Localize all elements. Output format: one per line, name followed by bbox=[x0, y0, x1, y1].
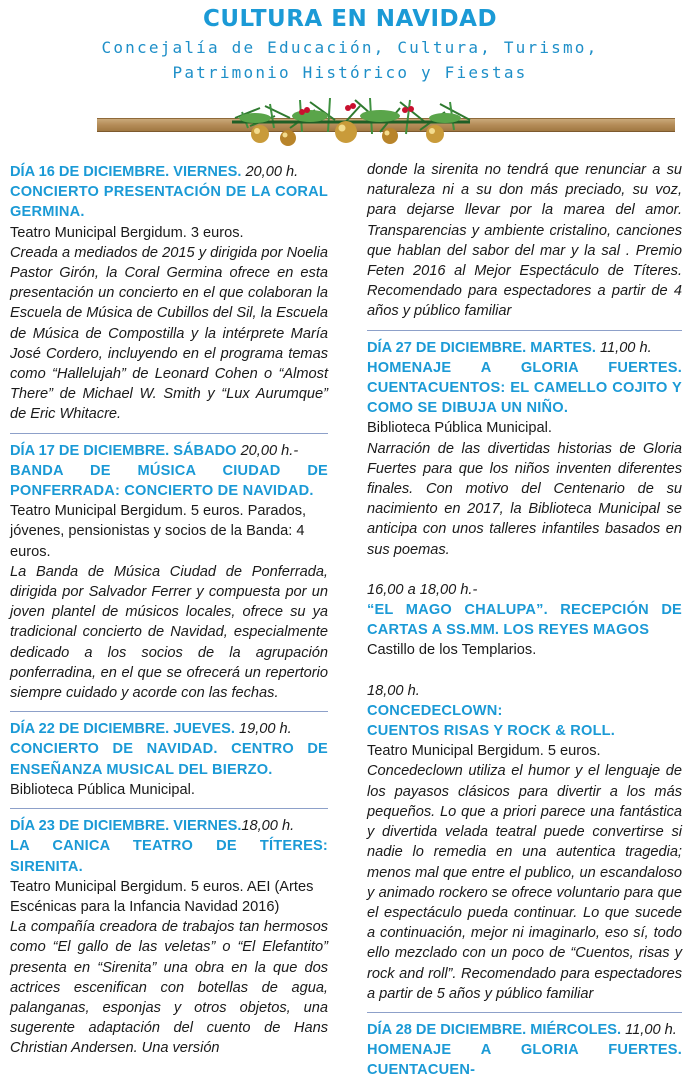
event-venue: Biblioteca Pública Municipal. bbox=[367, 420, 552, 437]
event-time: 16,00 a 18,00 h.- bbox=[367, 581, 478, 598]
page-title: CULTURA EN NAVIDAD bbox=[202, 6, 498, 32]
event-time: 19,00 h. bbox=[234, 721, 292, 738]
event-venue: Teatro Municipal Bergidum. 5 euros. bbox=[367, 743, 601, 760]
right-column bbox=[367, 160, 682, 1081]
event-description: Creada a mediados de 2015 y dirigida por Noelia Pastor Girón, la Coral Germina ofrece en esta presentación un concierto en el que colaboran la Escuela de Música de Cubillos del Sil, la Escuela de Música de Compostilla y la intérprete María José Cordero, incluyendo en el programa temas como “Hallelujah” de Leonard Cohen o “Almost There” de Michael W. Smith y “Lux Aurumque” de Eric Whitacre. bbox=[10, 244, 328, 423]
event-time: 20,00 h. bbox=[241, 164, 299, 180]
event-day: DÍA 16 DE DICIEMBRE. VIERNES. bbox=[10, 164, 242, 180]
event-title: BANDA DE MÚSICA CIUDAD DE PONFERRADA: CONCIERTO DE NAVIDAD. bbox=[10, 462, 328, 500]
event-day: DÍA 23 DE DICIEMBRE. VIERNES. bbox=[10, 818, 242, 835]
section-divider bbox=[10, 711, 328, 712]
event-dec28 bbox=[367, 1020, 682, 1081]
event-title: HOMENAJE A GLORIA FUERTES. CUENTACUEN- bbox=[367, 1042, 682, 1079]
event-mago-chalupa bbox=[367, 580, 682, 661]
event-date-line bbox=[367, 1020, 682, 1040]
event-time: 11,00 h. bbox=[621, 1021, 677, 1038]
event-time: 18,00 h. bbox=[367, 682, 420, 699]
event-dec16 bbox=[10, 162, 328, 425]
page-header bbox=[0, 0, 700, 150]
event-date-line bbox=[367, 338, 682, 358]
event-date-line bbox=[10, 719, 328, 739]
page-subtitle-line1: Concejalía de Educación, Cultura, Turismo, bbox=[101, 38, 599, 57]
event-title: CONCIERTO DE NAVIDAD. CENTRO DE ENSEÑANZA MUSICAL DEL BIERZO. bbox=[10, 741, 328, 778]
event-date-line bbox=[10, 816, 328, 836]
event-venue: Castillo de los Templarios. bbox=[367, 642, 537, 659]
event-description: La compañía creadora de trabajos tan hermosos como “El gallo de las veletas” o “El Elefantito” presenta en “Sirenita” una obra en la que dos actrices escenifican con botellas de agua, palanganas, esponjas y otros objetos, una sugerente adaptación del cuento de Hans Christian Andersen. Una versión bbox=[10, 919, 328, 1057]
event-description: Concedeclown utiliza el humor y el lenguaje de los payasos clásicos para divertir a los más pequeños. Lo que a priori parece una fantástica y divertida velada teatral puede convertirse si nadie lo remedia en una autentica tragedia; menos mal que entre el publico, un escandaloso y animado rockero se ofrece voluntario para que el espectáculo pueda continuar. Lo que sucede a continuación, mejor ni imaginarlo, eso sí, todo ello mezclado con un poco de “Cuentos, risas y rock and roll”. Recomendado para espectadores a partir de 5 años y público familiar bbox=[367, 763, 682, 1002]
section-divider bbox=[10, 808, 328, 809]
page-subtitle-line2: Patrimonio Histórico y Fiestas bbox=[172, 63, 528, 82]
section-divider bbox=[367, 1012, 682, 1013]
section-divider bbox=[10, 433, 328, 434]
event-description: Narración de las divertidas historias de Gloria Fuertes para que los niños inventen diferentes finales. Con motivo del Centenario de su nacimiento en 2017, la Biblioteca Municipal se anticipa con unos talleres infantiles basados en sus poemas. bbox=[367, 440, 682, 558]
event-time: 18,00 h. bbox=[241, 818, 295, 835]
event-venue: Teatro Municipal Bergidum. 5 euros. Parados, jóvenes, pensionistas y socios de la Banda: 4 euros. bbox=[10, 503, 307, 560]
event-description: donde la sirenita no tendrá que renunciar a su naturaleza ni a su don más preciado, su voz, para dejarse llevar por la marea del amor. Transparencias y ambiente cristalino, canciones que hablan del sabor del mar y la sal . Premio Feten 2016 al Mejor Espectáculo de Títeres. Recomendado para espectadores a partir de 4 años y público familiar bbox=[367, 162, 682, 320]
event-dec23-continued bbox=[367, 160, 682, 322]
event-title: LA CANICA TEATRO DE TÍTERES: SIRENITA. bbox=[10, 838, 328, 875]
event-concedeclown bbox=[367, 681, 682, 1004]
event-venue: Teatro Municipal Bergidum. 5 euros. AEI (Artes Escénicas para la Infancia Navidad 2016) bbox=[10, 878, 314, 915]
event-dec22 bbox=[10, 719, 328, 800]
event-day: DÍA 22 DE DICIEMBRE. JUEVES. bbox=[10, 721, 235, 738]
event-title: CONCIERTO PRESENTACIÓN DE LA CORAL GERMINA. bbox=[10, 184, 328, 221]
event-description: La Banda de Música Ciudad de Ponferrada, dirigida por Salvador Ferrer y compuesta por un joven plantel de músicos locales, ofrece su ya tradicional concierto de Navidad, especialmente dedicado a los socios de la agrupación ponferradina, en el que se ofrecerá un repertorio siempre cuidado y acorde con las fechas. bbox=[10, 563, 328, 702]
event-day: DÍA 27 DE DICIEMBRE. MARTES. bbox=[367, 339, 596, 356]
event-title-line2: CUENTOS RISAS Y ROCK & ROLL. bbox=[367, 723, 616, 740]
event-dec23 bbox=[10, 816, 328, 1058]
spacer bbox=[367, 661, 682, 681]
event-venue: Biblioteca Pública Municipal. bbox=[10, 781, 195, 798]
spacer bbox=[367, 560, 682, 580]
event-day: DÍA 28 DE DICIEMBRE. MIÉRCOLES. bbox=[367, 1021, 622, 1038]
event-dec17 bbox=[10, 441, 328, 704]
event-dec27 bbox=[367, 338, 682, 560]
event-title-line1: CONCEDECLOWN: bbox=[367, 702, 503, 719]
section-divider bbox=[367, 330, 682, 331]
christmas-garland-icon bbox=[230, 88, 480, 154]
left-column bbox=[10, 162, 328, 1059]
event-day: DÍA 17 DE DICIEMBRE. SÁBADO bbox=[10, 442, 237, 459]
event-time: 20,00 h.- bbox=[236, 442, 299, 459]
event-title: HOMENAJE A GLORIA FUERTES. CUENTACUENTOS: EL CAMELLO COJITO Y COMO SE DIBUJA UN NIÑO. bbox=[367, 359, 682, 417]
event-date-line bbox=[10, 441, 328, 461]
event-date-line bbox=[10, 162, 328, 182]
event-title: “EL MAGO CHALUPA”. RECEPCIÓN DE CARTAS A SS.MM. LOS REYES MAGOS bbox=[367, 602, 682, 639]
event-time: 11,00 h. bbox=[595, 339, 652, 356]
event-venue: Teatro Municipal Bergidum. 3 euros. bbox=[10, 224, 244, 241]
